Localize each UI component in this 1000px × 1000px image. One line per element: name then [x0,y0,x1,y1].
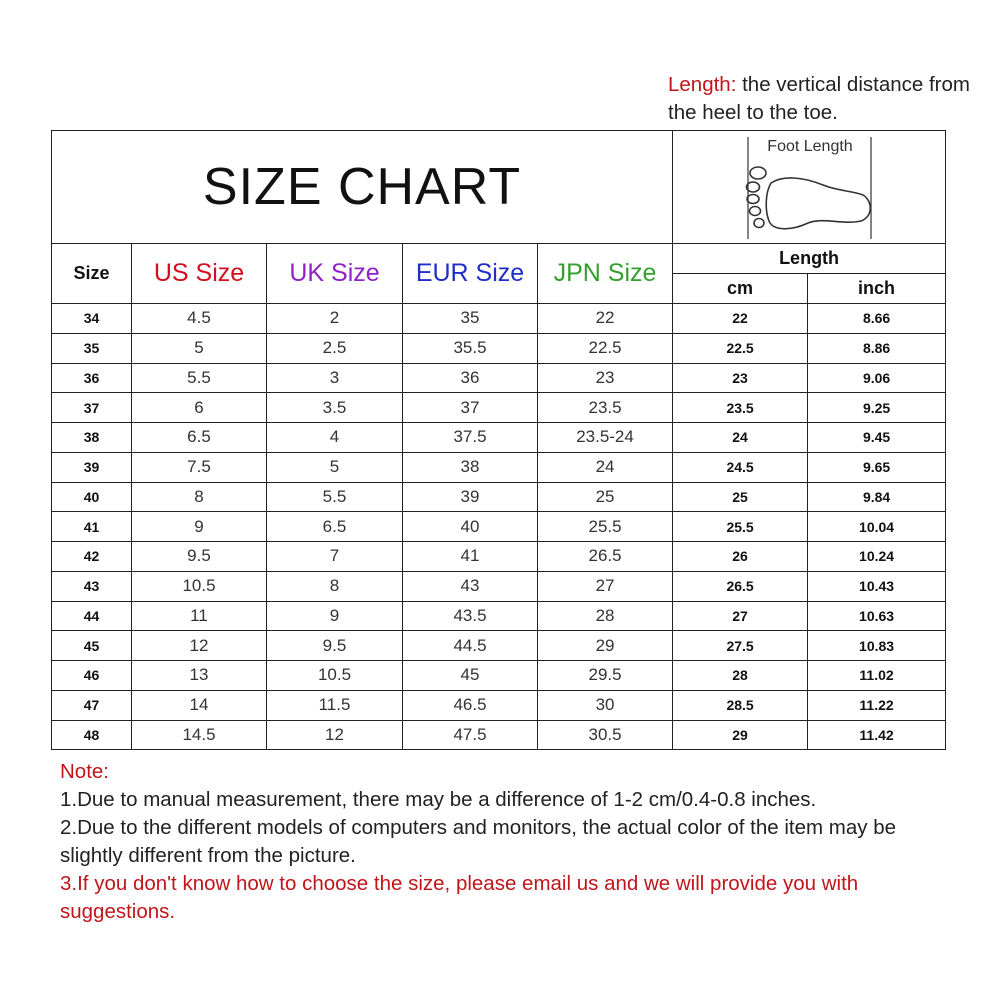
note-line-2: 2.Due to the different models of computers and monitors, the actual color of the item may be slightly different from the picture. [60,816,897,867]
cell-inch: 10.83 [808,631,946,661]
header-inch: inch [808,274,946,304]
cell-us: 11 [132,601,267,631]
cell-inch: 10.63 [808,601,946,631]
table-row [52,661,946,691]
cell-uk: 9 [267,601,403,631]
title-row [52,131,946,244]
cell-us: 4.5 [132,304,267,334]
cell-cm: 24 [673,423,808,453]
cell-eur: 45 [403,661,538,691]
note-line-1: 1.Due to manual measurement, there may be a difference of 1-2 cm/0.4-0.8 inches. [60,788,817,811]
cell-eur: 35 [403,304,538,334]
cell-size: 43 [52,571,132,601]
length-definition [668,71,988,127]
cell-cm: 23.5 [673,393,808,423]
cell-uk: 8 [267,571,403,601]
cell-uk: 5 [267,452,403,482]
header-eur-size: EUR Size [403,244,538,304]
cell-us: 6.5 [132,423,267,453]
header-jpn-size: JPN Size [538,244,673,304]
cell-us: 14 [132,690,267,720]
cell-us: 6 [132,393,267,423]
cell-eur: 41 [403,542,538,572]
length-definition-text: the vertical distance from the heel to the toe. [668,73,970,124]
cell-cm: 26 [673,542,808,572]
cell-us: 14.5 [132,720,267,750]
cell-uk: 9.5 [267,631,403,661]
cell-size: 37 [52,393,132,423]
note-line-3-text: If you don't know how to choose the size, please email us and we will provide you with suggestions. [60,872,859,923]
cell-uk: 12 [267,720,403,750]
cell-jpn: 28 [538,601,673,631]
table-row [52,482,946,512]
cell-eur: 43 [403,571,538,601]
foot-icon [747,167,871,229]
cell-inch: 9.65 [808,452,946,482]
cell-cm: 23 [673,363,808,393]
cell-size: 46 [52,661,132,691]
cell-uk: 5.5 [267,482,403,512]
chart-body [52,304,946,750]
cell-cm: 25 [673,482,808,512]
cell-cm: 24.5 [673,452,808,482]
table-row [52,333,946,363]
table-row [52,512,946,542]
header-size: Size [52,244,132,304]
cell-us: 9.5 [132,542,267,572]
cell-eur: 37.5 [403,423,538,453]
cell-size: 40 [52,482,132,512]
cell-cm: 28.5 [673,690,808,720]
cell-size: 38 [52,423,132,453]
cell-eur: 47.5 [403,720,538,750]
cell-size: 48 [52,720,132,750]
length-label: Length: [668,73,737,96]
cell-jpn: 27 [538,571,673,601]
cell-jpn: 23.5-24 [538,423,673,453]
cell-eur: 38 [403,452,538,482]
cell-uk: 3.5 [267,393,403,423]
cell-inch: 11.02 [808,661,946,691]
cell-us: 10.5 [132,571,267,601]
cell-size: 44 [52,601,132,631]
table-row [52,690,946,720]
cell-inch: 11.42 [808,720,946,750]
cell-size: 35 [52,333,132,363]
cell-size: 47 [52,690,132,720]
foot-length-diagram [673,131,943,243]
cell-jpn: 29.5 [538,661,673,691]
cell-cm: 26.5 [673,571,808,601]
cell-size: 39 [52,452,132,482]
cell-inch: 11.22 [808,690,946,720]
table-row [52,452,946,482]
cell-eur: 44.5 [403,631,538,661]
cell-inch: 10.43 [808,571,946,601]
cell-us: 13 [132,661,267,691]
table-row [52,631,946,661]
cell-jpn: 25.5 [538,512,673,542]
cell-cm: 29 [673,720,808,750]
cell-us: 12 [132,631,267,661]
cell-inch: 9.06 [808,363,946,393]
cell-cm: 22.5 [673,333,808,363]
header-us-size: US Size [132,244,267,304]
cell-uk: 7 [267,542,403,572]
cell-eur: 37 [403,393,538,423]
foot-length-label: Foot Length [767,138,853,155]
cell-jpn: 24 [538,452,673,482]
cell-uk: 11.5 [267,690,403,720]
note-title: Note: [60,760,109,783]
table-row [52,542,946,572]
cell-us: 8 [132,482,267,512]
cell-jpn: 22 [538,304,673,334]
table-row [52,720,946,750]
cell-inch: 8.86 [808,333,946,363]
note-line-3 [60,870,960,926]
cell-jpn: 29 [538,631,673,661]
cell-uk: 6.5 [267,512,403,542]
cell-inch: 10.24 [808,542,946,572]
cell-size: 34 [52,304,132,334]
cell-jpn: 23.5 [538,393,673,423]
header-uk-size: UK Size [267,244,403,304]
cell-uk: 3 [267,363,403,393]
header-cm: cm [673,274,808,304]
cell-jpn: 25 [538,482,673,512]
cell-eur: 40 [403,512,538,542]
header-row-1 [52,244,946,274]
cell-size: 41 [52,512,132,542]
cell-cm: 22 [673,304,808,334]
cell-us: 7.5 [132,452,267,482]
cell-jpn: 23 [538,363,673,393]
cell-uk: 2.5 [267,333,403,363]
note-line-3-number: 3. [60,872,78,895]
cell-jpn: 22.5 [538,333,673,363]
cell-eur: 43.5 [403,601,538,631]
cell-inch: 9.25 [808,393,946,423]
table-row [52,393,946,423]
cell-uk: 4 [267,423,403,453]
cell-cm: 27 [673,601,808,631]
cell-inch: 8.66 [808,304,946,334]
table-row [52,571,946,601]
foot-diagram-cell [673,131,946,244]
cell-inch: 9.84 [808,482,946,512]
table-row [52,363,946,393]
cell-inch: 10.04 [808,512,946,542]
table-row [52,423,946,453]
cell-inch: 9.45 [808,423,946,453]
cell-us: 9 [132,512,267,542]
header-length: Length [673,244,946,274]
cell-size: 45 [52,631,132,661]
cell-eur: 46.5 [403,690,538,720]
cell-size: 42 [52,542,132,572]
chart-title: SIZE CHART [52,131,673,244]
cell-eur: 39 [403,482,538,512]
cell-cm: 28 [673,661,808,691]
cell-eur: 35.5 [403,333,538,363]
cell-cm: 25.5 [673,512,808,542]
cell-us: 5 [132,333,267,363]
cell-eur: 36 [403,363,538,393]
cell-uk: 2 [267,304,403,334]
cell-size: 36 [52,363,132,393]
cell-jpn: 26.5 [538,542,673,572]
table-row [52,304,946,334]
cell-us: 5.5 [132,363,267,393]
cell-jpn: 30.5 [538,720,673,750]
notes [60,758,960,926]
cell-cm: 27.5 [673,631,808,661]
cell-jpn: 30 [538,690,673,720]
size-chart-table [51,130,946,750]
cell-uk: 10.5 [267,661,403,691]
table-row [52,601,946,631]
